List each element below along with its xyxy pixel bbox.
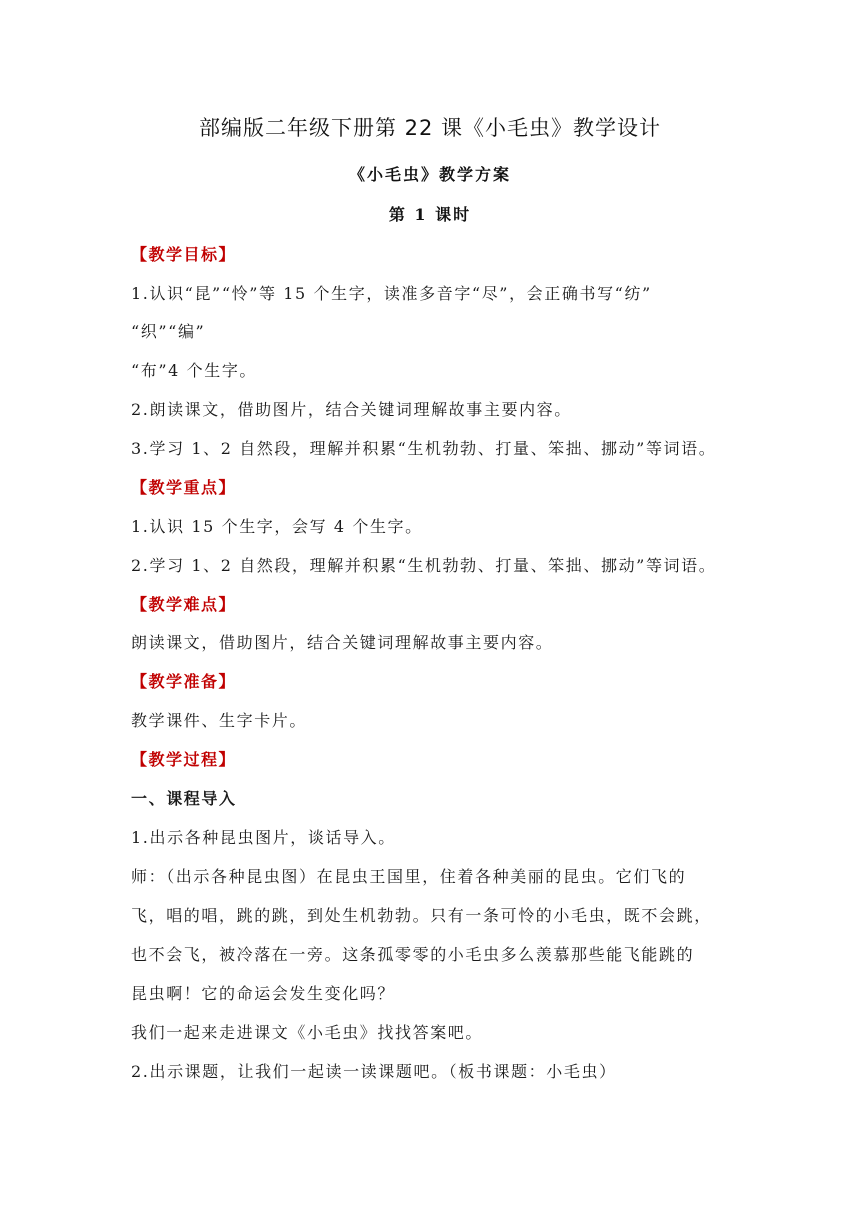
preparation-line: 教学课件、生字卡片。: [131, 711, 308, 730]
goals-line: 3.学习 1、2 自然段，理解并积累“生机勃勃、打量、笨拙、挪动”等词语。: [131, 439, 717, 458]
process-line: 2.出示课题，让我们一起读一读课题吧。（板书课题：小毛虫）: [131, 1062, 617, 1081]
goals-line: “布”4 个生字。: [131, 361, 258, 380]
process-line: 1.出示各种昆虫图片，谈话导入。: [131, 828, 396, 847]
key-points-line: 2.学习 1、2 自然段，理解并积累“生机勃勃、打量、笨拙、挪动”等词语。: [131, 556, 717, 575]
document-title: 部编版二年级下册第 22 课《小毛虫》教学设计: [198, 116, 662, 140]
section-heading-preparation: 【教学准备】: [131, 672, 237, 691]
section-heading-difficulties: 【教学难点】: [131, 595, 237, 614]
document-subtitle: 《小毛虫》教学方案: [348, 165, 511, 184]
goals-line: 1.认识“昆”“怜”等 15 个生字，读准多音字“尽”，会正确书写“纺”: [131, 284, 652, 303]
section-heading-process: 【教学过程】: [131, 750, 237, 769]
section-heading-goals: 【教学目标】: [131, 245, 237, 264]
process-line: 师：（出示各种昆虫图）在昆虫王国里，住着各种美丽的昆虫。它们飞的: [131, 867, 687, 886]
section-heading-key-points: 【教学重点】: [131, 478, 237, 497]
goals-line: “织”“编”: [131, 322, 206, 341]
key-points-line: 1.认识 15 个生字，会写 4 个生字。: [131, 517, 423, 536]
process-line: 我们一起来走进课文《小毛虫》找找答案吧。: [131, 1023, 484, 1042]
difficulties-line: 朗读课文，借助图片，结合关键词理解故事主要内容。: [131, 633, 554, 652]
process-line: 飞，唱的唱，跳的跳，到处生机勃勃。只有一条可怜的小毛虫，既不会跳，: [131, 906, 712, 925]
process-line: 昆虫啊！它的命运会发生变化吗？: [131, 984, 396, 1003]
lesson-number: 第 1 课时: [388, 205, 472, 224]
process-part-one-heading: 一、课程导入: [131, 789, 237, 808]
process-line: 也不会飞，被冷落在一旁。这条孤零零的小毛虫多么羡慕那些能飞能跳的: [131, 945, 695, 964]
goals-line: 2.朗读课文，借助图片，结合关键词理解故事主要内容。: [131, 400, 572, 419]
